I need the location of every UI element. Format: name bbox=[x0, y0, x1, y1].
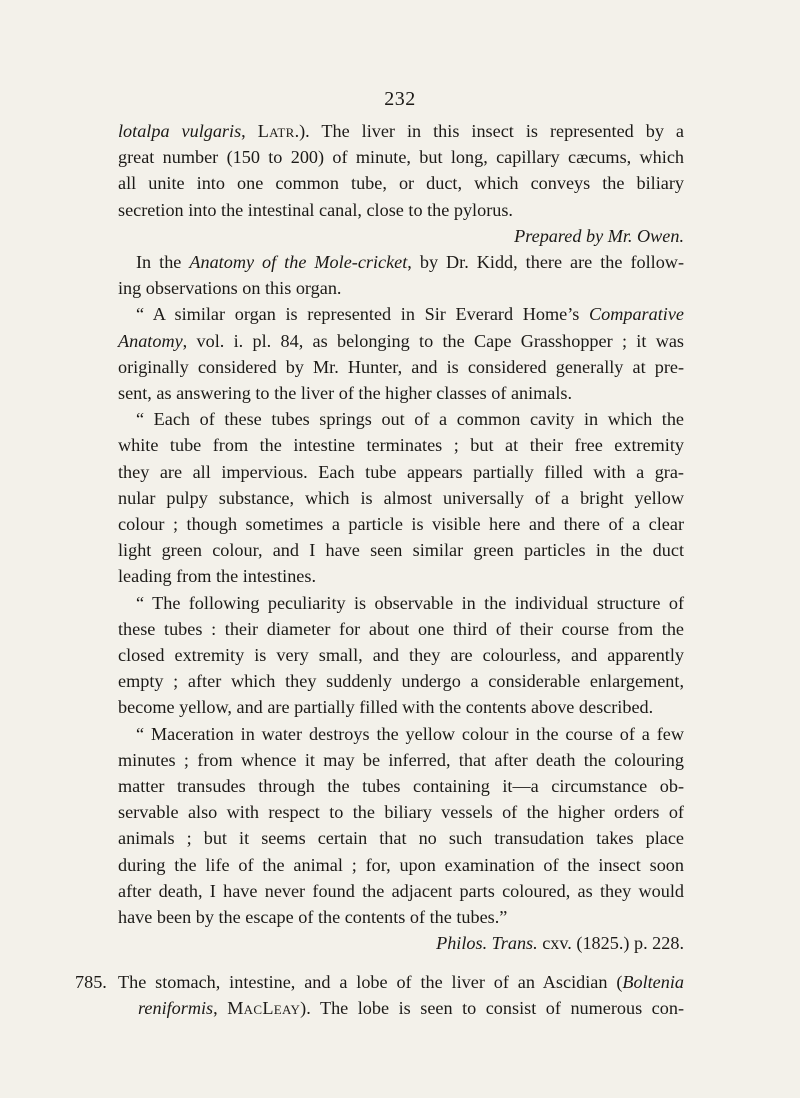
text-line: “ The following peculiarity is observable in the individual structure of bbox=[136, 592, 684, 613]
text-line: reniformis, MacLeay). The lobe is seen to consist of numerous con- bbox=[138, 997, 685, 1018]
text-line: The stomach, intestine, and a lobe of the liver of an Ascidian (Boltenia bbox=[118, 971, 684, 992]
work-title: Anatomy bbox=[118, 330, 183, 351]
text-line: colour ; though sometimes a particle is visible here and there of a clear bbox=[118, 514, 684, 535]
text-line: leading from the intestines. bbox=[118, 566, 316, 587]
text-line: minutes ; from whence it may be inferred, that after death the colouring bbox=[118, 749, 684, 770]
text-line: “ Each of these tubes springs out of a common cavity in which the bbox=[136, 409, 684, 430]
text-line: “ Maceration in water destroys the yellow colour in the course of a few bbox=[136, 723, 684, 744]
species-name: reniformis bbox=[138, 997, 214, 1018]
text-line: great number (150 to 200) of minute, but long, capillary cæcums, which bbox=[118, 147, 684, 168]
text-line: sent, as answering to the liver of the higher classes of animals. bbox=[118, 383, 573, 404]
paragraph-quote-home bbox=[118, 301, 684, 406]
attribution-citation: Philos. Trans. cxv. (1825.) p. 228. bbox=[436, 933, 684, 954]
work-title: Anatomy of the Mole-cricket bbox=[189, 252, 408, 273]
paragraph-quote-peculiarity bbox=[118, 590, 684, 721]
text-line: during the life of the animal ; for, upon examination of the insect soon bbox=[118, 854, 684, 875]
paragraph-785 bbox=[75, 969, 685, 1021]
text-line: In the Anatomy of the Mole-cricket, by Dr. Kidd, there are the follow- bbox=[136, 252, 684, 273]
text-line: closed extremity is very small, and they are colourless, and apparently bbox=[118, 645, 684, 666]
text-line: lotalpa vulgaris, Latr.). The liver in this insect is represented by a bbox=[118, 121, 685, 141]
author-name: MacLeay bbox=[227, 997, 301, 1018]
text-line: nular pulpy substance, which is almost universally of a bright yellow bbox=[118, 487, 684, 508]
text-line: they are all impervious. Each tube appears partially filled with a gra- bbox=[118, 461, 684, 482]
text-line: ing observations on this organ. bbox=[118, 278, 342, 299]
work-title: Comparative bbox=[589, 304, 684, 325]
species-name: lotalpa vulgaris bbox=[118, 121, 242, 141]
text-line: light green colour, and I have seen similar green particles in the duct bbox=[118, 540, 684, 561]
text-line: have been by the escape of the contents of the tubes.” bbox=[118, 907, 508, 928]
paragraph-number: 785. bbox=[75, 971, 107, 992]
text-line: after death, I have never found the adjacent parts coloured, as they would bbox=[118, 880, 684, 901]
text-line: empty ; after which they suddenly undergo a considerable enlargement, bbox=[118, 671, 684, 692]
genus-name: Boltenia bbox=[622, 971, 684, 992]
text-line: become yellow, and are partially filled with the contents above described. bbox=[118, 697, 654, 718]
paragraph-quote-tubes bbox=[118, 406, 684, 589]
text-line: these tubes : their diameter for about one third of their course from the bbox=[118, 618, 684, 639]
journal-title: Philos. Trans. bbox=[436, 933, 538, 954]
paragraph-quote-maceration bbox=[118, 721, 684, 931]
paragraph-liver-description bbox=[118, 118, 684, 223]
text-line: servable also with respect to the biliary vessels of the higher orders of bbox=[118, 802, 684, 823]
author-abbrev: Latr bbox=[257, 121, 295, 141]
paragraph-kidd-intro bbox=[118, 249, 684, 301]
attribution-prepared-by: Prepared by Mr. Owen. bbox=[514, 225, 684, 246]
text-line: white tube from the intestine terminates ; but at their free extremity bbox=[118, 435, 684, 456]
text-line: Anatomy, vol. i. pl. 84, as belonging to the Cape Grasshopper ; it was bbox=[118, 330, 684, 351]
text-line: “ A similar organ is represented in Sir Everard Home’s Comparative bbox=[136, 304, 684, 325]
text-line: animals ; but it seems certain that no such transudation takes place bbox=[118, 828, 684, 849]
text-line: all unite into one common tube, or duct, which conveys the biliary bbox=[118, 173, 684, 194]
text-line: originally considered by Mr. Hunter, and is considered generally at pre- bbox=[118, 356, 684, 377]
text-line: matter transudes through the tubes containing it—a circumstance ob- bbox=[118, 776, 684, 797]
text-line: secretion into the intestinal canal, close to the pylorus. bbox=[118, 199, 513, 220]
body-text bbox=[75, 118, 685, 1021]
page-number: 232 bbox=[384, 88, 416, 110]
